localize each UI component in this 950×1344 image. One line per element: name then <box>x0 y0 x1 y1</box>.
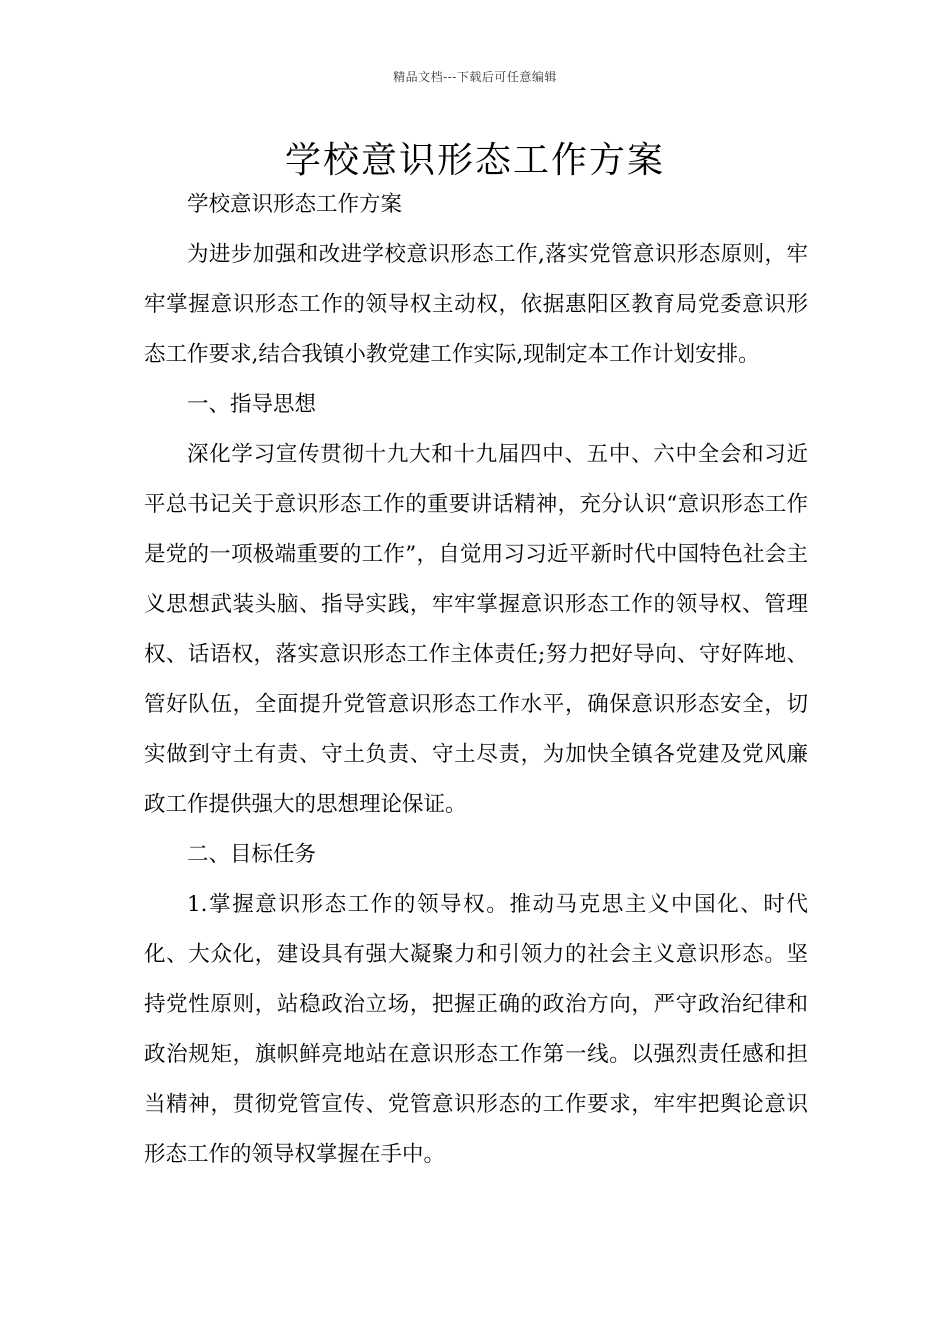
section-heading-goals-tasks: 二、目标任务 <box>187 842 317 867</box>
paragraph-guiding-ideology: 深化学习宣传贯彻十九大和十九届四中、五中、六中全会和习近平总书记关于意识形态工作的重要讲话精神，充分认识“意识形态工作是党的一项极端重要的工作”，自觉用习习近平新时代中国特色社会主义思想武装头脑、指导实践，牢牢掌握意识形态工作的领导权、管理权、话语权，落实意识形态工作主体责任;努力把好导向、守好阵地、管好队伍，全面提升党管意识形态工作水平，确保意识形态安全，切实做到守土有责、守土负责、守土尽责，为加快全镇各党建及党风廉政工作提供强大的思想理论保证。 <box>144 442 808 817</box>
paragraph-subtitle: 学校意识形态工作方案 <box>187 192 403 217</box>
section-heading-guiding-ideology: 一、指导思想 <box>187 392 317 417</box>
header-note: 精品文档---下载后可任意编辑 <box>393 70 557 84</box>
paragraph-intro: 为进步加强和改进学校意识形态工作,落实党管意识形态原则，牢牢掌握意识形态工作的领导权主动权，依据惠阳区教育局党委意识形态工作要求,结合我镇小教党建工作实际,现制定本工作计划安排。 <box>144 242 808 367</box>
document-body <box>144 180 808 1180</box>
paragraph-goal-1: 1.掌握意识形态工作的领导权。推动马克思主义中国化、时代化、大众化，建设具有强大凝聚力和引领力的社会主义意识形态。坚持党性原则，站稳政治立场，把握正确的政治方向，严守政治纪律和政治规矩，旗帜鲜亮地站在意识形态工作第一线。以强烈责任感和担当精神，贯彻党管宣传、党管意识形态的工作要求，牢牢把舆论意识形态工作的领导权掌握在手中。 <box>144 892 808 1167</box>
document-title: 学校意识形态工作方案 <box>284 140 665 181</box>
